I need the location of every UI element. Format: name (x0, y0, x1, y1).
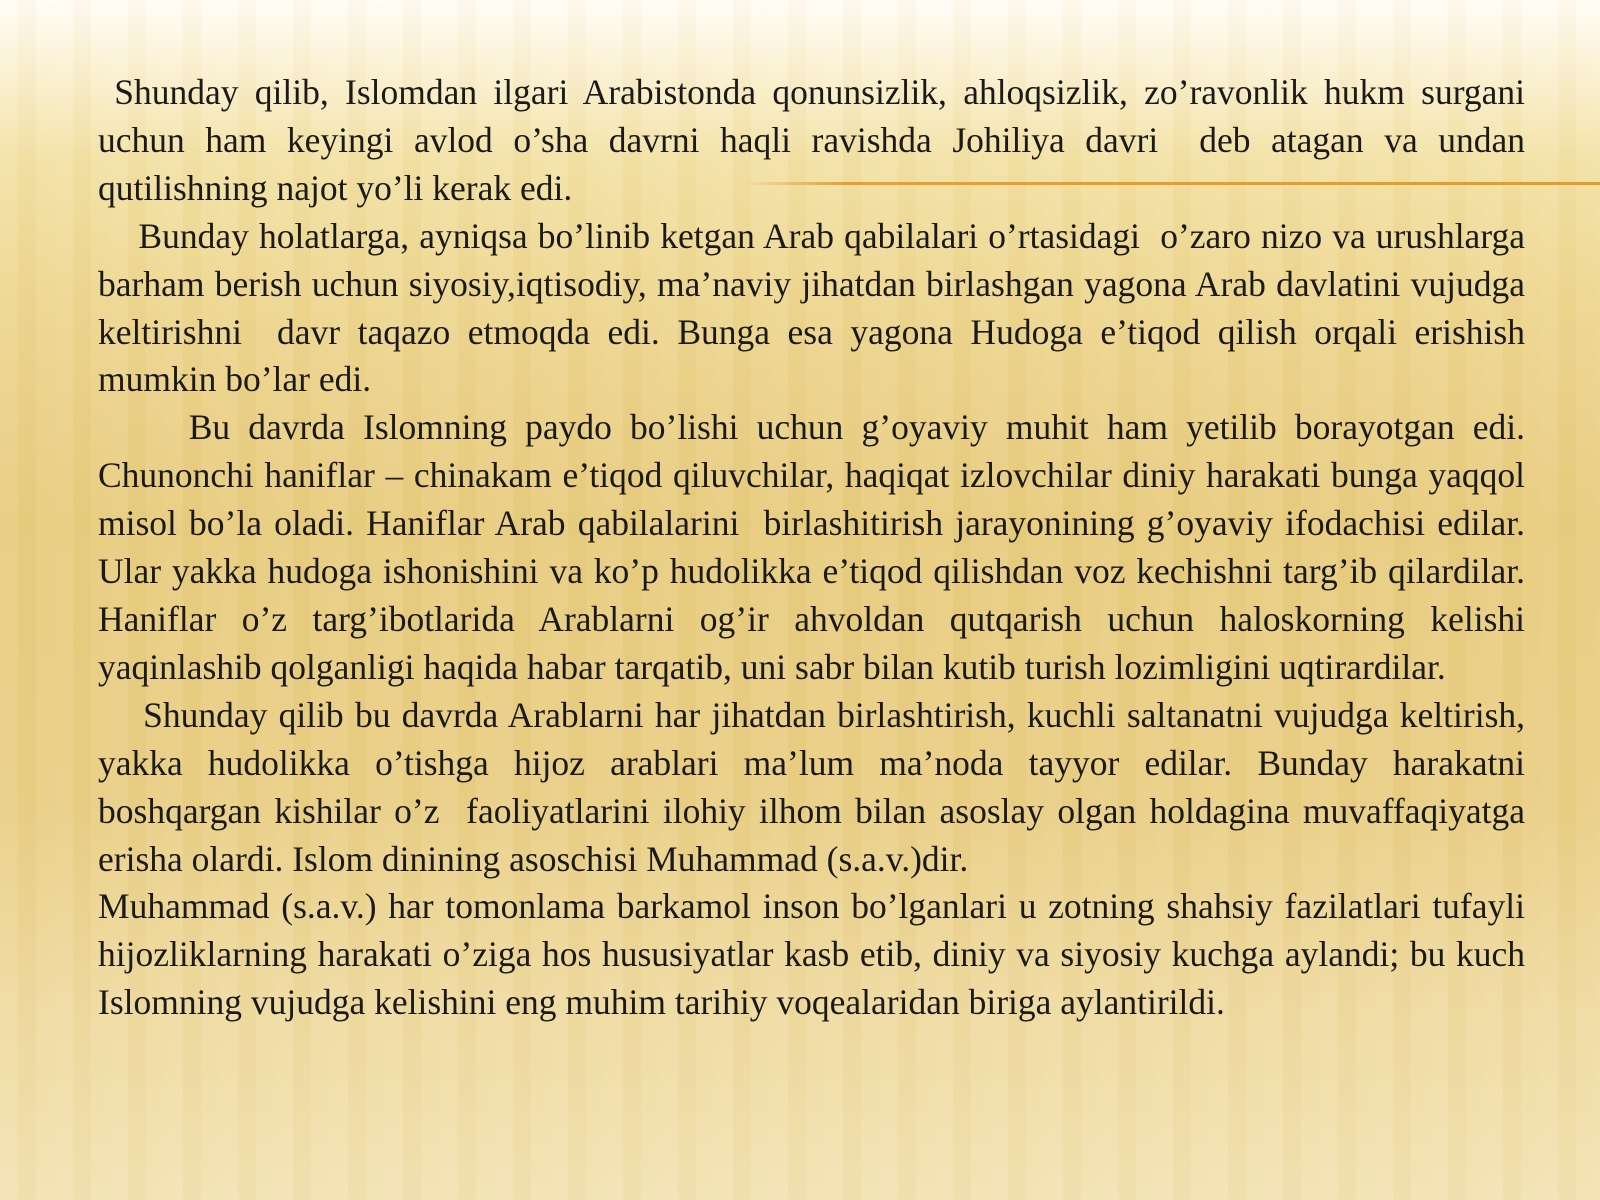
paragraph-3: Bu davrda Islomning paydo bo’lishi uchun g’oyaviy muhit ham yetilib borayotgan edi. Chunonchi haniflar – chinakam e’tiqod qiluvchilar, haqiqat izlovchilar diniy harakati bunga yaqqol misol bo’la oladi. Haniflar Arab qabilalarini birlashitirish jarayonining g’oyaviy ifodachisi edilar. Ular yakka hudoga ishonishini va ko’p hudolikka e’tiqod qilishdan voz kechishni targ’ib qilardilar. Haniflar o’z targ’ibotlarida Arablarni og’ir ahvoldan qutqarish uchun haloskorning kelishi yaqinlashib qolganligi haqida habar tarqatib, uni sabr bilan kutib turish lozimligini uqtirardilar. (98, 407, 1534, 687)
paragraph-1: Shunday qilib, Islomdan ilgari Arabistonda qonunsizlik, ahloqsizlik, zo’ravonlik hukm surgani uchun ham keyingi avlod o’sha davrni haqli ravishda Johiliya davri deb atagan va undan qutilishning najot yo’li kerak edi. (98, 72, 1534, 208)
paragraph-2: Bunday holatlarga, ayniqsa bo’linib ketgan Arab qabilalari o’rtasidagi o’zaro nizo va urushlarga barham berish uchun siyosiy,iqtisodiy, ma’naviy jihatdan birlashgan yagona Arab davlatini vujudga keltirishni davr taqazo etmoqda edi. Bunga esa yagona Hudoga e’tiqod qilish orqali erishish mumkin bo’lar edi. (98, 215, 1534, 400)
slide-body-text (98, 69, 1534, 1027)
paragraph-4: Shunday qilib bu davrda Arablarni har jihatdan birlashtirish, kuchli saltanatni vujudga keltirish, yakka hudolikka o’tishga hijoz arablari ma’lum ma’noda tayyor edilar. Bunday harakatni boshqargan kishilar o’z faoliyatlarini ilohiy ilhom bilan asoslay olgan holdagina muvaffaqiyatga erisha olardi. Islom dinining asoschisi Muhammad (s.a.v.)dir. (98, 694, 1534, 879)
paragraph-5: Muhammad (s.a.v.) har tomonlama barkamol inson bo’lganlari u zotning shahsiy fazilatlari tufayli hijozliklarning harakati o’ziga hos hususiyatlar kasb etib, diniy va siyosiy kuchga aylandi; bu kuch Islomning vujudga kelishini eng muhim tarihiy voqealaridan biriga aylantirildi. (98, 886, 1534, 1023)
